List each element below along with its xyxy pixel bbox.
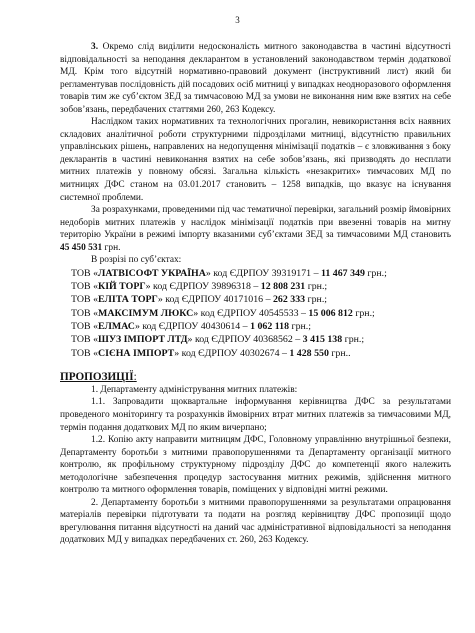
document-body [60, 41, 451, 547]
company-name: ЕЛІТА ТОРГ [98, 294, 158, 306]
company-amount: 3 415 138 [302, 334, 343, 346]
company-code: » код ЄДРПОУ 39896318 – [145, 281, 261, 293]
paragraph-calculation [60, 204, 451, 254]
company-name: ЛАТВІСОФТ УКРАЇНА [98, 267, 206, 279]
company-name: КІЙ ТОРГ [98, 281, 146, 293]
proposal-1-2: 1.2. Копію акту направити митницям ДФС, Головному управлінню внутрішньої безпеки, Департаменту боротьби з митними правопорушеннями та Департаменту організації митного контролю, як профільному структурному підрозділу ДФС до компетенції якого належить методологічне забезпечення процедур застосування митних режимів, здійснення митного контролю та митного оформлення товарів, поміщених у відповідні митні режими. [60, 435, 451, 496]
company-amount: 12 808 231 [260, 281, 306, 293]
page-number: 3 [235, 15, 240, 25]
company-name: МАКСІМУМ ЛЮКС [98, 307, 194, 319]
company-amount: 15 006 812 [308, 307, 353, 319]
proposal-1: 1. Департаменту адміністрування митних платежів: [91, 384, 298, 395]
proposal-2: 2. Департаменту боротьби з митними правопорушеннями за результатами опрацювання матеріалів перевірки підготувати та подати на розгляд керівництву ДФС пропозиції щодо врегулювання питання відсутності на даний час адміністративної відповідальності за неподання додаткових МД у випадках передбачених ст. 260, 263 Кодексу. [60, 497, 451, 546]
paragraph-consequences: Наслідком таких нормативних та технологічних прогалин, невикористання всіх наявних складових аналітичної роботи структурними підрозділами митниці, відсутністю правильних управлінських рішень, направлених на недопущення мінімізації податків – є зловживання з боку декларантів в частині невиконання взятих на себе зобов’язань, які призводять до несплати митних платежів у повному обсязі. Загальна кількість «незакритих» тимчасових МД по митницях ДФС станом на 03.01.2017 становить – 1258 випадків, що вказує на існування системної проблеми. [60, 117, 451, 203]
company-row: ТОВ «ЛАТВІСОФТ УКРАЇНА» код ЄДРПОУ 39319171 – 11 467 349 грн.; [71, 267, 387, 279]
breakdown-intro: В розрізі по суб’єктах: [91, 255, 182, 266]
company-row: ТОВ «КІЙ ТОРГ» код ЄДРПОУ 39896318 – 12 808 231 грн.; [71, 281, 328, 293]
company-amount: 11 467 349 [321, 267, 365, 279]
company-amount: 262 333 [272, 294, 306, 306]
proposal-1-1: 1.1. Запровадити щоквартальне інформування керівництва ДФС за результатами проведеного моніторингу та розрахунків ймовірних втрат митних платежів за тимчасовими МД, термін подання додаткових МД по яким вичерпано; [60, 397, 451, 433]
company-amount: 1 062 118 [250, 321, 290, 333]
total-amount-suffix: грн. [102, 242, 121, 253]
company-code: » код ЄДРПОУ 40368562 – [187, 334, 303, 346]
proposals-heading: ПРОПОЗИЦІЇ: [60, 370, 137, 383]
company-code: » код ЄДРПОУ 40430614 – [134, 321, 251, 333]
company-row: ТОВ «МАКСІМУМ ЛЮКС» код ЄДРПОУ 40545533 – 15 006 812 грн.; [71, 307, 375, 319]
company-code: » код ЄДРПОУ 39319171 – [205, 267, 321, 279]
company-row: ТОВ «СІЄНА ІМПОРТ» код ЄДРПОУ 40302674 – 1 428 550 грн.. [71, 347, 351, 359]
company-list [60, 267, 451, 360]
company-row: ТОВ «ШУЗ ІМПОРТ ЛТД» код ЄДРПОУ 40368562 – 3 415 138 грн.; [71, 334, 365, 346]
company-code: » код ЄДРПОУ 40171016 – [157, 294, 273, 306]
company-name: ЕЛМАС [98, 321, 135, 333]
company-amount: 1 428 550 [289, 347, 329, 359]
paragraph-3-text: Окремо слід виділити недосконалість митного законодавства в частині відсутності відповідальності за неподання декларантом в установлений законодавством термін додаткової МД. Крім того відсутній нормативно-правовий документ (інструктивний лист) який би регламентував послідовність дій посадових осіб митниці у випадках неодноразового оформлення товарів тим же суб’єктом ЗЕД за тимчасовою МД за умови не виконання ним вже взятих на себе зобов’язань, передбачених статтями 260, 263 Кодексу. [60, 42, 451, 115]
company-row: ТОВ «ЕЛМАС» код ЄДРПОУ 40430614 – 1 062 118 грн.; [71, 321, 312, 333]
total-amount: 45 450 531 [60, 242, 103, 253]
company-name: СІЄНА ІМПОРТ [98, 347, 175, 359]
company-row: ТОВ «ЕЛІТА ТОРГ» код ЄДРПОУ 40171016 – 262 333 грн.; [71, 294, 328, 306]
company-name: ШУЗ ІМПОРТ ЛТД [98, 334, 188, 346]
paragraph-3-number: 3. [91, 42, 99, 52]
company-code: » код ЄДРПОУ 40545533 – [193, 307, 309, 319]
company-code: » код ЄДРПОУ 40302674 – [174, 347, 290, 359]
paragraph-3 [60, 41, 451, 116]
calculation-text: За розрахунками, проведеними під час тематичної перевірки, загальний розмір ймовірних недоборів митних платежів у наслідок мінімізації податків при ввезенні товарів на митну територію України в режимі імпорту вказаними суб’єктами ЗЕД за тимчасовими МД становить [60, 205, 451, 241]
